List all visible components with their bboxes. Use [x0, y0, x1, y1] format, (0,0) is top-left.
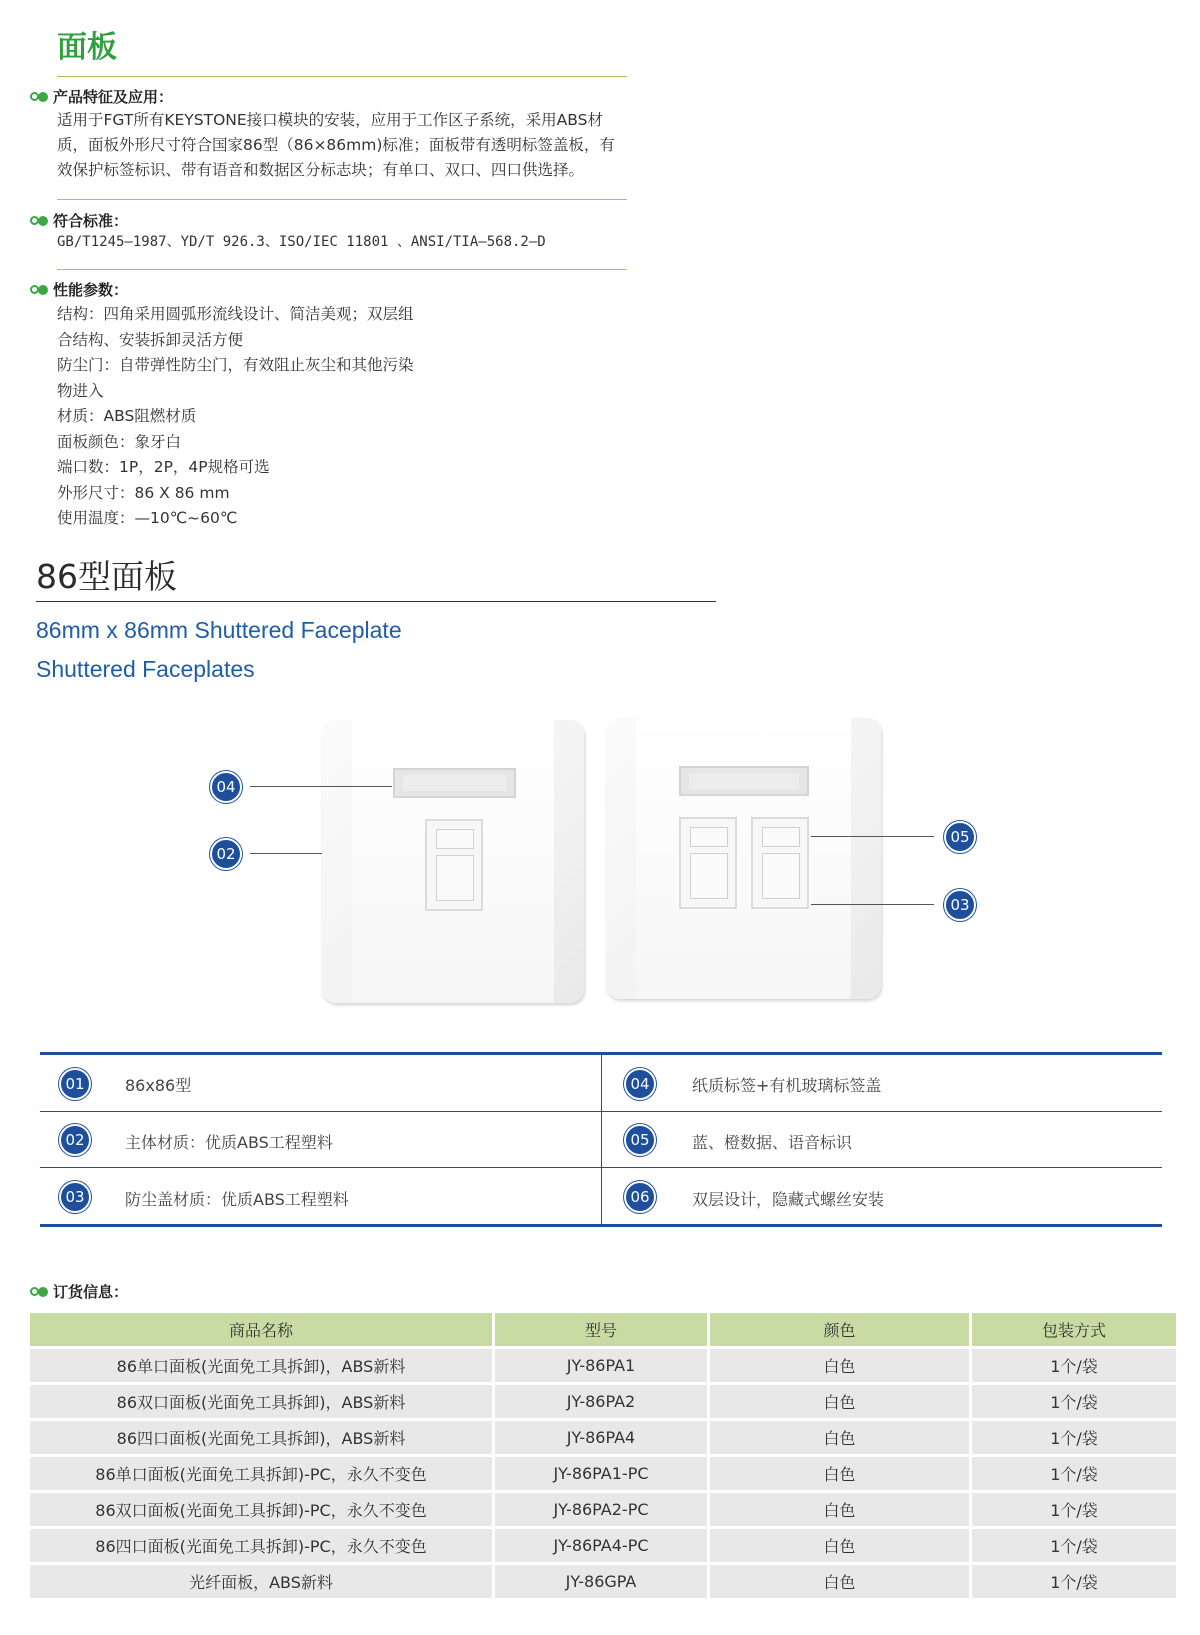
table-row: 光纤面板，ABS新料 JY-86GPA 白色 1个/袋: [30, 1565, 1176, 1598]
callout-line: [250, 786, 392, 787]
feature-text: 86x86型: [125, 1076, 192, 1095]
feature-text: 双层设计，隐藏式螺丝安装: [692, 1190, 885, 1209]
port-module: [679, 817, 737, 909]
bullet-icon: [30, 1287, 48, 1297]
callout-04: 04: [210, 771, 242, 803]
feature-num: 04: [624, 1068, 656, 1100]
table-row: 86四口面板(光面免工具拆卸)，ABS新料 JY-86PA4 白色 1个/袋: [30, 1421, 1176, 1454]
feature-text: 防尘盖材质：优质ABS工程塑料: [125, 1190, 349, 1209]
feature-num: 01: [59, 1068, 91, 1100]
callout-02: 02: [210, 838, 242, 870]
bullet-icon: [30, 216, 48, 226]
feature-text: 主体材质：优质ABS工程塑料: [125, 1133, 333, 1152]
callout-03: 03: [944, 889, 976, 921]
bullet-icon: [30, 92, 48, 102]
product-subtitle-2: Shuttered Faceplates: [36, 656, 255, 682]
table-row: 86单口面板(光面免工具拆卸)-PC，永久不变色 JY-86PA1-PC 白色 1个/袋: [30, 1457, 1176, 1490]
table-row: 86双口面板(光面免工具拆卸)-PC，永久不变色 JY-86PA2-PC 白色 1个/袋: [30, 1493, 1176, 1526]
params-heading: 性能参数：: [30, 279, 128, 300]
order-heading: 订货信息：: [30, 1281, 128, 1302]
standards-text: GB/T1245—1987、YD/T 926.3、ISO/IEC 11801 、ANSI/TIA—568.2—D: [57, 234, 546, 250]
features-text: 适用于FGT所有KEYSTONE接口模块的安装，应用于工作区子系统，采用ABS材 质，面板外形尺寸符合国家86型（86×86mm)标准；面板带有透明标签盖板，有 效保护标签标识、带有语音和数据区分标志块；有单口、双口、四口供选择。: [57, 111, 615, 179]
single-port-faceplate: [322, 720, 584, 1003]
product-title-rule: [36, 601, 716, 602]
feature-text: 纸质标签+有机玻璃标签盖: [692, 1076, 882, 1095]
label-window: [393, 768, 516, 798]
section-rule: [57, 199, 627, 200]
port-module: [425, 819, 483, 911]
page-title: 面板: [57, 30, 117, 65]
callout-line: [811, 904, 934, 905]
product-subtitle-1: 86mm x 86mm Shuttered Faceplate: [36, 617, 402, 643]
callout-05: 05: [944, 821, 976, 853]
double-port-faceplate: [606, 718, 881, 999]
feature-num: 03: [59, 1181, 91, 1213]
table-row: 86双口面板(光面免工具拆卸)，ABS新料 JY-86PA2 白色 1个/袋: [30, 1385, 1176, 1418]
column-header: 商品名称: [30, 1313, 492, 1346]
callout-line: [811, 836, 934, 837]
feature-num: 05: [624, 1124, 656, 1156]
bullet-icon: [30, 285, 48, 295]
feature-table-bottom-border: [40, 1224, 1162, 1227]
order-table-header: [30, 1313, 1176, 1346]
product-title: 86型面板: [36, 557, 177, 596]
table-row: 86四口面板(光面免工具拆卸)-PC，永久不变色 JY-86PA4-PC 白色 1个/袋: [30, 1529, 1176, 1562]
params-list: 结构：四角采用圆弧形流线设计、简洁美观；双层组 合结构、安装拆卸灵活方便 防尘门：自带弹性防尘门，有效阻止灰尘和其他污染 物进入 材质：ABS阻燃材质 面板颜色：象牙白 端口数：1P，2P，4P规格可选 外形尺寸：86 X 86 mm 使用温度：—10℃~60℃: [57, 305, 414, 527]
feature-num: 02: [59, 1124, 91, 1156]
feature-num: 06: [624, 1181, 656, 1213]
table-row: 86单口面板(光面免工具拆卸)，ABS新料 JY-86PA1 白色 1个/袋: [30, 1349, 1176, 1382]
column-header: 颜色: [707, 1313, 969, 1346]
port-module: [751, 817, 809, 909]
callout-line: [250, 853, 322, 854]
title-rule: [57, 76, 627, 77]
section-rule: [57, 269, 627, 270]
feature-table-col-divider: [601, 1055, 602, 1224]
feature-text: 蓝、橙数据、语音标识: [692, 1133, 853, 1152]
standards-heading: 符合标准：: [30, 210, 128, 231]
column-header: 包装方式: [969, 1313, 1176, 1346]
column-header: 型号: [492, 1313, 707, 1346]
label-window: [679, 766, 809, 796]
order-table: [30, 1310, 1176, 1601]
features-heading: 产品特征及应用：: [30, 86, 173, 107]
